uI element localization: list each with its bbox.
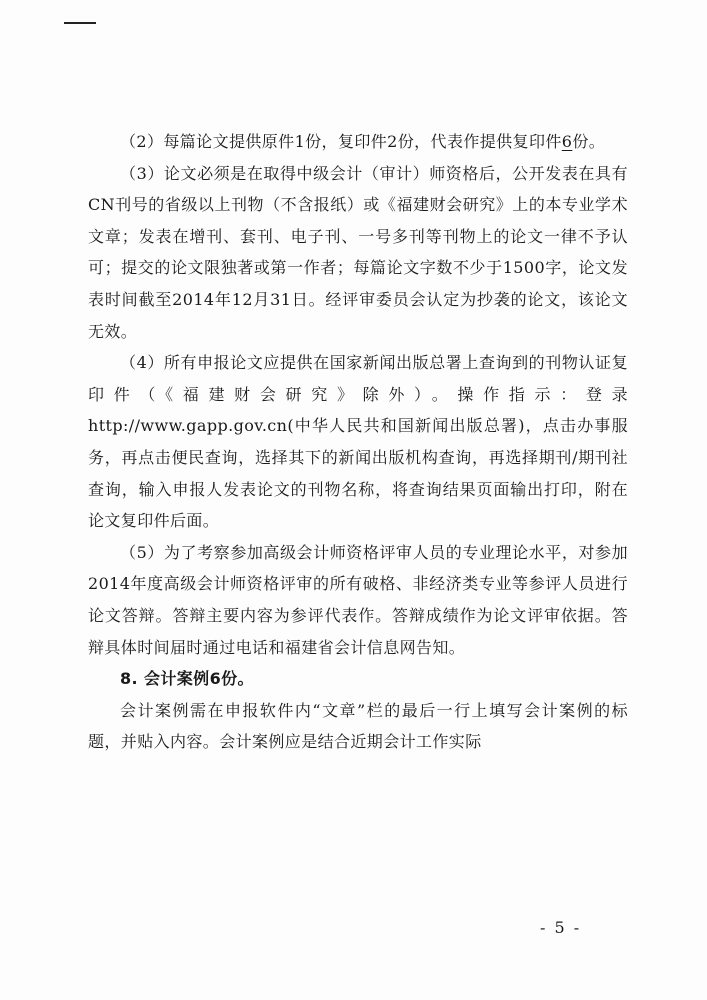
document-body (88, 126, 628, 758)
underlined-copy-count: 6 (561, 132, 573, 151)
page-number: - 5 - (540, 918, 582, 937)
section-heading-8: 8. 会计案例6份。 (120, 669, 254, 689)
header-rule (64, 22, 96, 24)
paragraph-item-5: （5）为了考察参加高级会计师资格评审人员的专业理论水平，对参加2014年度高级会计师资格评审的所有破格、非经济类专业等参评人员进行论文答辩。答辩主要内容为参评代表作。答辩成绩作为论文评审依据。答辩具体时间届时通过电话和福建省会计信息网告知。 (88, 542, 628, 657)
paragraph-item-2 (88, 126, 628, 158)
paragraph-item-2-end: 份。 (572, 132, 606, 151)
paragraph-item-2-text: （2）每篇论文提供原件1份，复印件2份，代表作提供复印件 (120, 132, 562, 151)
paragraph-section-8: 会计案例需在申报软件内“文章”栏的最后一行上填写会计案例的标题，并贴入内容。会计案例应是结合近期会计工作实际 (88, 700, 628, 752)
paragraph-item-3: （3）论文必须是在取得中级会计（审计）师资格后，公开发表在具有CN刊号的省级以上刊物（不含报纸）或《福建财会研究》上的本专业学术文章；发表在增刊、套刊、电子刊、一号多刊等刊物上的论文一律不予认可；提交的论文限独著或第一作者；每篇论文字数不少于1500字，论文发表时间截至2014年12月31日。经评审委员会认定为抄袭的论文，该论文无效。 (88, 163, 628, 341)
paragraph-item-4: （4）所有申报论文应提供在国家新闻出版总署上查询到的刊物认证复印件（《福建财会研究》除外）。操作指示：登录http://www.gapp.gov.cn(中华人民共和国新闻出版总署)，点击办事服务，再点击便民查询，选择其下的新闻出版机构查询，再选择期刊/期刊社查询，输入申报人发表论文的刊物名称，将查询结果页面输出打印，附在论文复印件后面。 (88, 353, 628, 531)
